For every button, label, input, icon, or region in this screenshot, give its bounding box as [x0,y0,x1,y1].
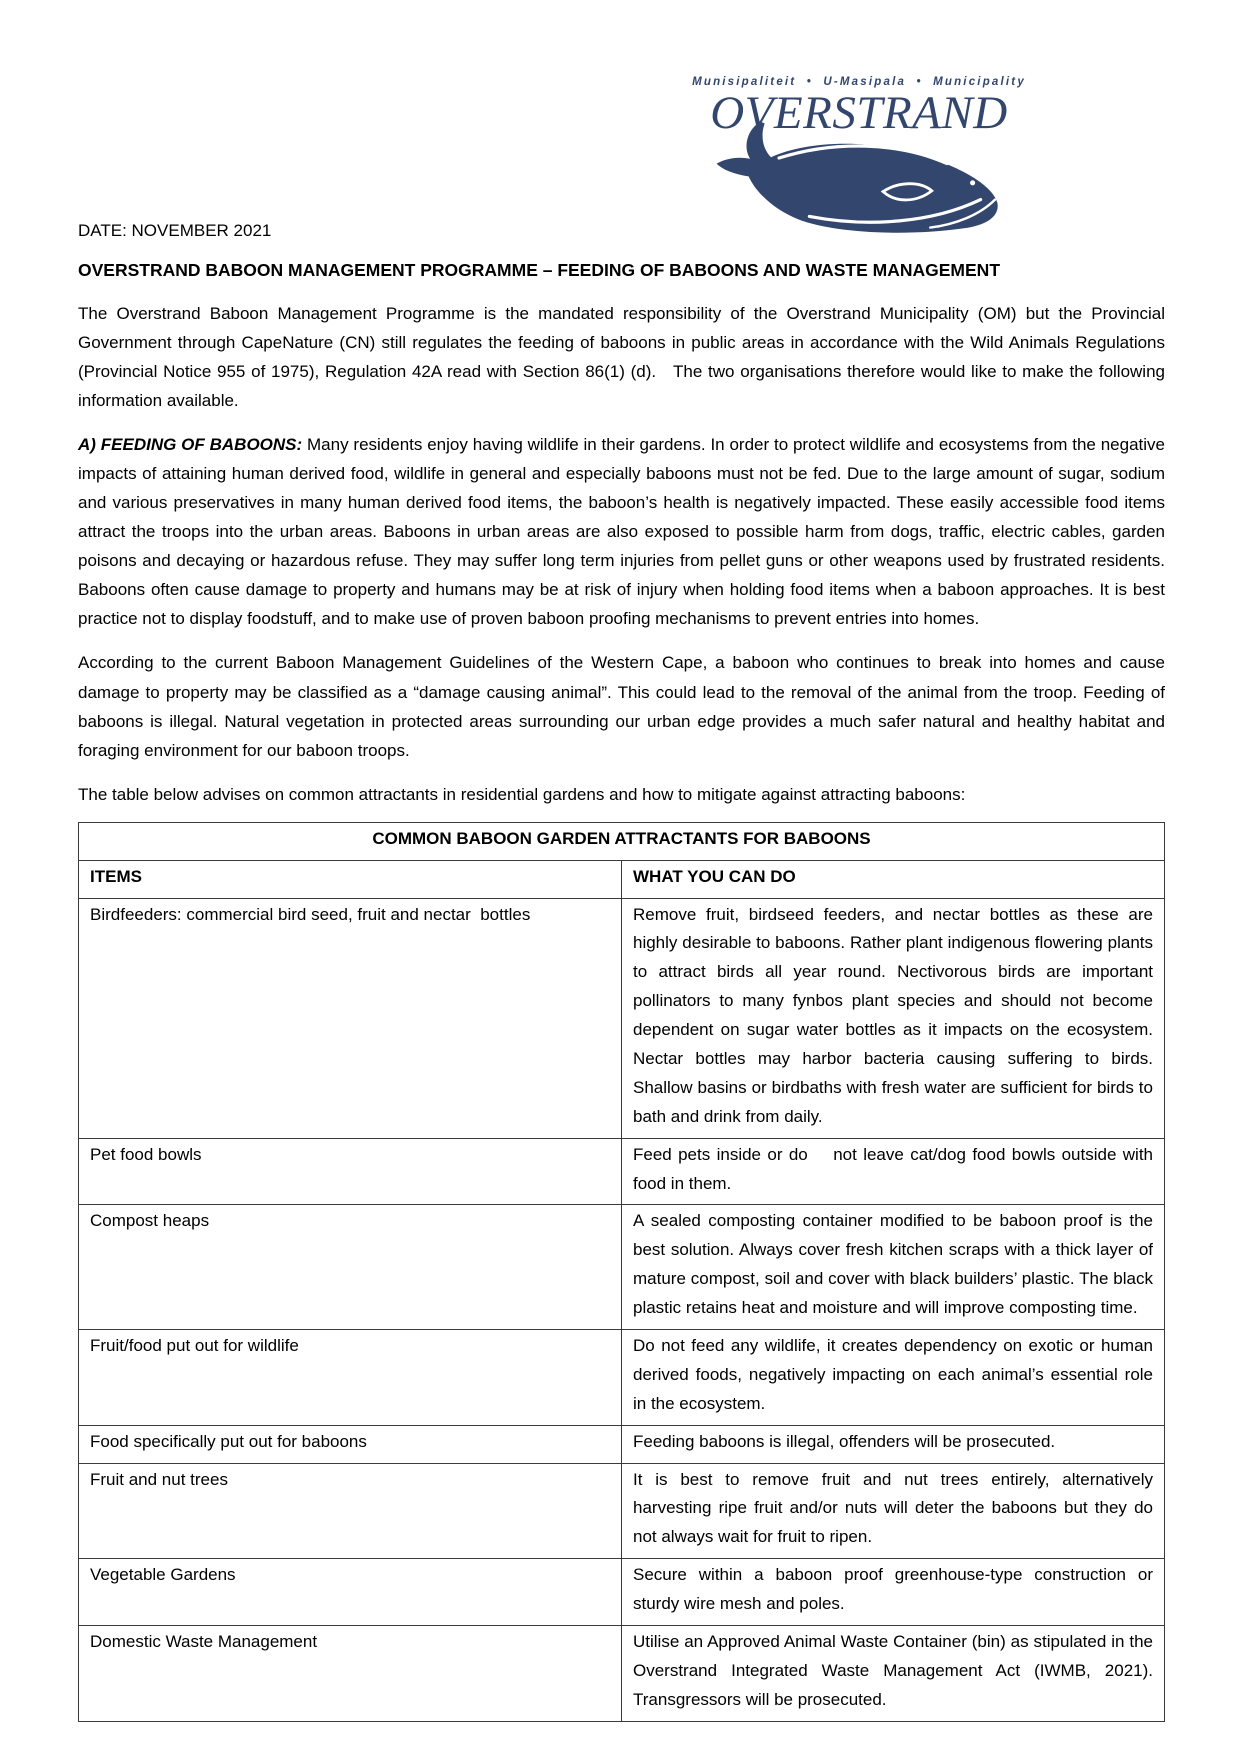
action-cell: Do not feed any wildlife, it creates dependency on exotic or human derived foods, negatively impacting on each animal’s essential role in the ecosystem. [622,1330,1165,1426]
logo-tagline: Munisipaliteit • U-Masipala • Municipality [692,76,1026,88]
document-title: OVERSTRAND BABOON MANAGEMENT PROGRAMME – FEEDING OF BABOONS AND WASTE MANAGEMENT [78,259,1001,280]
item-cell: Vegetable Gardens [79,1559,622,1626]
date-line: DATE: NOVEMBER 2021 [78,221,272,240]
table-row [79,1138,1165,1205]
table-intro-line: The table below advises on common attractants in residential gardens and how to mitigate against attracting baboons: [78,784,966,804]
table-caption-row [79,822,1165,860]
action-cell: Remove fruit, birdseed feeders, and nectar bottles as these are highly desirable to baboons. Rather plant indigenous flowering plants to attract birds all year round. Nectivorous birds are important pollinators to many fynbos plant species and should not become dependent on sugar water bottles as it impacts on the ecosystem. Nectar bottles may harbor bacteria causing suffering to birds. Shallow basins or birdbaths with fresh water are sufficient for birds to bath and drink from daily. [622,898,1165,1138]
section-a-label: A) FEEDING OF BABOONS: [78,435,303,454]
section-a-body: Many residents enjoy having wildlife in their gardens. In order to protect wildlife and ecosystems from the negative impacts of attaining human derived food, wildlife in general and especially baboons must not be fed. Due to the large amount of sugar, sodium and various preservatives in many human derived food items, the baboon’s health is negatively impacted. These easily accessible food items attract the troops into the urban areas. Baboons in urban areas are also exposed to possible harm from dogs, traffic, electric cables, garden poisons and decaying or hazardous refuse. They may suffer long term injuries from pellet guns or other weapons used by frustrated residents. Baboons often cause damage to property and humans may be at risk of injury when holding food items when a baboon approaches. It is best practice not to display foodstuff, and to make use of proven baboon proofing mechanisms to prevent entries into homes. [78,435,1165,629]
document-body [78,0,1165,1722]
attractants-table-head [79,822,1165,898]
table-header-row [79,860,1165,898]
table-row [79,1626,1165,1722]
table-row [79,1205,1165,1330]
paragraph-feeding-of-baboons [78,430,1165,633]
municipality-logo [683,76,1035,234]
paragraph-intro: The Overstrand Baboon Management Programme is the mandated responsibility of the Overstrand Municipality (OM) but the Provincial Government through CapeNature (CN) still regulates the feeding of baboons in public areas in accordance with the Wild Animals Regulations (Provincial Notice 955 of 1975), Regulation 42A read with Section 86(1) (d). The two organisations therefore would like to make the following information available. [78,303,1165,410]
logo-wordmark: OVERSTRAND [710,87,1008,139]
item-cell: Birdfeeders: commercial bird seed, fruit and nectar bottles [79,898,622,1138]
item-cell: Fruit/food put out for wildlife [79,1330,622,1426]
item-cell: Compost heaps [79,1205,622,1330]
action-cell: Secure within a baboon proof greenhouse-type construction or sturdy wire mesh and poles. [622,1559,1165,1626]
table-row [79,898,1165,1138]
table-row [79,1559,1165,1626]
item-cell: Domestic Waste Management [79,1626,622,1722]
action-cell: A sealed composting container modified to be baboon proof is the best solution. Always cover fresh kitchen scraps with a thick layer of mature compost, soil and cover with black builders’ plastic. The black plastic retains heat and moisture and will improve composting time. [622,1205,1165,1330]
item-cell: Fruit and nut trees [79,1463,622,1559]
column-header-items: ITEMS [79,860,622,898]
attractants-table-body [79,898,1165,1721]
action-cell: Utilise an Approved Animal Waste Container (bin) as stipulated in the Overstrand Integrated Waste Management Act (IWMB, 2021). Transgressors will be prosecuted. [622,1626,1165,1722]
item-cell: Food specifically put out for baboons [79,1425,622,1463]
table-caption: COMMON BABOON GARDEN ATTRACTANTS FOR BABOONS [79,822,1165,860]
action-cell: Feeding baboons is illegal, offenders will be prosecuted. [622,1425,1165,1463]
table-row [79,1330,1165,1426]
paragraph-guidelines: According to the current Baboon Management Guidelines of the Western Cape, a baboon who continues to break into homes and cause damage to property may be classified as a “damage causing animal”. This could lead to the removal of the animal from the troop. Feeding of baboons is illegal. Natural vegetation in protected areas surrounding our urban edge provides a much safer natural and healthy habitat and foraging environment for our baboon troops. [78,653,1165,760]
item-cell: Pet food bowls [79,1138,622,1205]
table-row [79,1463,1165,1559]
action-cell: It is best to remove fruit and nut trees entirely, alternatively harvesting ripe fruit and/or nuts will deter the baboons but they do not always wait for fruit to ripen. [622,1463,1165,1559]
attractants-table [78,822,1165,1722]
column-header-what-you-can-do: WHAT YOU CAN DO [622,860,1165,898]
action-cell: Feed pets inside or do not leave cat/dog food bowls outside with food in them. [622,1138,1165,1205]
table-row [79,1425,1165,1463]
